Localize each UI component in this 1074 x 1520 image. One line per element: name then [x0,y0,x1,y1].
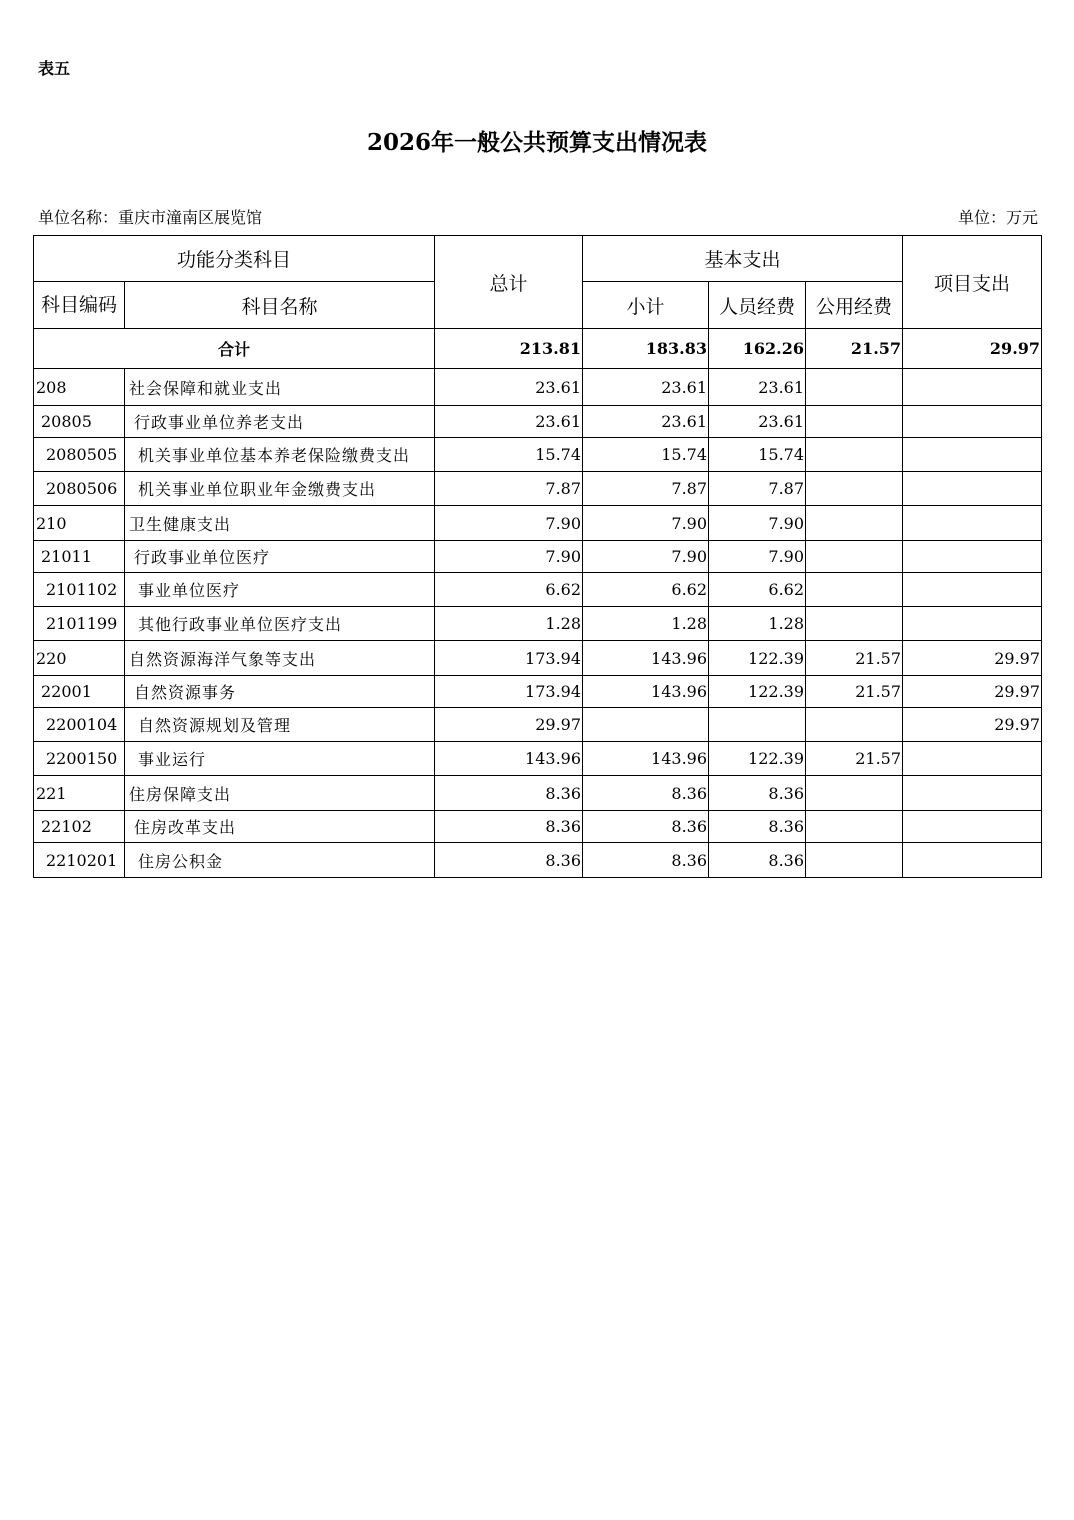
subject-code-cell: 2200104 [34,708,125,742]
subject-name-cell: 社会保障和就业支出 [125,369,435,406]
subject-name-cell: 住房保障支出 [125,776,435,811]
public-cell [806,811,903,843]
subject-name-cell: 自然资源规划及管理 [125,708,435,742]
public-cell: 21.57 [806,742,903,776]
public-cell [806,607,903,641]
personnel-cell: 6.62 [709,573,806,607]
table-row [34,506,1042,541]
personnel-cell: 7.87 [709,472,806,506]
subject-code-cell: 22001 [34,676,125,708]
personnel-cell [709,708,806,742]
total-cell: 15.74 [435,438,583,472]
table-row [34,541,1042,573]
header-project-expenditure: 项目支出 [903,236,1042,329]
total-public: 21.57 [806,329,903,369]
personnel-cell: 8.36 [709,811,806,843]
project-cell [903,742,1042,776]
personnel-cell: 8.36 [709,843,806,878]
public-cell [806,472,903,506]
personnel-cell: 23.61 [709,406,806,438]
total-cell: 23.61 [435,406,583,438]
project-cell [903,472,1042,506]
subtotal-cell: 143.96 [583,742,709,776]
personnel-cell: 7.90 [709,541,806,573]
table-row [34,369,1042,406]
subject-code-cell: 220 [34,641,125,676]
total-cell: 8.36 [435,843,583,878]
subject-code-cell: 2200150 [34,742,125,776]
public-cell [806,406,903,438]
project-cell [903,369,1042,406]
public-cell [806,776,903,811]
subject-code-cell: 208 [34,369,125,406]
subtotal-cell: 23.61 [583,406,709,438]
personnel-cell: 7.90 [709,506,806,541]
subject-code-cell: 2080505 [34,438,125,472]
personnel-cell: 122.39 [709,742,806,776]
table-row [34,438,1042,472]
subtotal-cell: 15.74 [583,438,709,472]
project-cell [903,607,1042,641]
total-cell: 7.90 [435,541,583,573]
project-cell: 29.97 [903,641,1042,676]
subject-code-cell: 21011 [34,541,125,573]
subject-code-cell: 2210201 [34,843,125,878]
subject-name-cell: 自然资源事务 [125,676,435,708]
subtotal-cell: 8.36 [583,843,709,878]
subtotal-cell: 23.61 [583,369,709,406]
subject-name-cell: 行政事业单位医疗 [125,541,435,573]
budget-table [33,235,1042,878]
public-cell: 21.57 [806,676,903,708]
total-cell: 8.36 [435,776,583,811]
header-personnel: 人员经费 [709,282,806,329]
public-cell: 21.57 [806,641,903,676]
subtotal-cell: 143.96 [583,641,709,676]
subtotal-cell: 7.87 [583,472,709,506]
total-cell: 173.94 [435,641,583,676]
table-row [34,742,1042,776]
table-row [34,843,1042,878]
project-cell [903,843,1042,878]
total-total: 213.81 [435,329,583,369]
subtotal-cell: 7.90 [583,541,709,573]
total-cell: 7.87 [435,472,583,506]
subject-code-cell: 20805 [34,406,125,438]
project-cell [903,776,1042,811]
subtotal-cell: 6.62 [583,573,709,607]
subtotal-cell: 8.36 [583,776,709,811]
header-total: 总计 [435,236,583,329]
table-row [34,472,1042,506]
header-basic-expenditure: 基本支出 [583,236,903,282]
project-cell [903,541,1042,573]
total-subtotal: 183.83 [583,329,709,369]
public-cell [806,438,903,472]
subject-code-cell: 22102 [34,811,125,843]
total-label: 合计 [34,329,435,369]
subtotal-cell: 1.28 [583,607,709,641]
table-row [34,406,1042,438]
subtotal-cell: 8.36 [583,811,709,843]
subject-name-cell: 自然资源海洋气象等支出 [125,641,435,676]
public-cell [806,573,903,607]
project-cell [903,406,1042,438]
header-subtotal: 小计 [583,282,709,329]
subject-code-cell: 2101102 [34,573,125,607]
project-cell [903,811,1042,843]
subject-name-cell: 住房公积金 [125,843,435,878]
subject-name-cell: 行政事业单位养老支出 [125,406,435,438]
unit-label: 单位：万元 [957,208,1038,227]
table-id-label: 表五 [38,59,71,78]
public-cell [806,843,903,878]
page-title: 2026年一般公共预算支出情况表 [366,129,707,156]
total-cell: 173.94 [435,676,583,708]
subtotal-cell [583,708,709,742]
subject-name-cell: 机关事业单位基本养老保险缴费支出 [125,438,435,472]
unit-name-label: 单位名称：重庆市潼南区展览馆 [38,208,263,227]
subject-name-cell: 事业单位医疗 [125,573,435,607]
personnel-cell: 122.39 [709,641,806,676]
total-row [34,329,1042,369]
subject-code-cell: 2101199 [34,607,125,641]
subject-code-cell: 210 [34,506,125,541]
project-cell [903,438,1042,472]
table-row [34,641,1042,676]
total-cell: 23.61 [435,369,583,406]
personnel-cell: 122.39 [709,676,806,708]
total-cell: 143.96 [435,742,583,776]
table-row [34,573,1042,607]
subtotal-cell: 143.96 [583,676,709,708]
header-public: 公用经费 [806,282,903,329]
subject-name-cell: 事业运行 [125,742,435,776]
subtotal-cell: 7.90 [583,506,709,541]
total-cell: 6.62 [435,573,583,607]
public-cell [806,541,903,573]
subject-name-cell: 卫生健康支出 [125,506,435,541]
total-project: 29.97 [903,329,1042,369]
table-row [34,811,1042,843]
total-personnel: 162.26 [709,329,806,369]
subject-code-cell: 221 [34,776,125,811]
personnel-cell: 8.36 [709,776,806,811]
public-cell [806,369,903,406]
subject-name-cell: 其他行政事业单位医疗支出 [125,607,435,641]
project-cell: 29.97 [903,708,1042,742]
table-row [34,708,1042,742]
header-subject-code: 科目编码 [34,282,125,329]
header-subject-name: 科目名称 [125,282,435,329]
project-cell: 29.97 [903,676,1042,708]
subject-code-cell: 2080506 [34,472,125,506]
subject-name-cell: 机关事业单位职业年金缴费支出 [125,472,435,506]
personnel-cell: 23.61 [709,369,806,406]
table-row [34,776,1042,811]
table-row [34,676,1042,708]
total-cell: 1.28 [435,607,583,641]
total-cell: 7.90 [435,506,583,541]
personnel-cell: 1.28 [709,607,806,641]
total-cell: 29.97 [435,708,583,742]
public-cell [806,708,903,742]
personnel-cell: 15.74 [709,438,806,472]
subject-name-cell: 住房改革支出 [125,811,435,843]
public-cell [806,506,903,541]
header-functional-category: 功能分类科目 [34,236,435,282]
project-cell [903,506,1042,541]
project-cell [903,573,1042,607]
table-row [34,607,1042,641]
total-cell: 8.36 [435,811,583,843]
